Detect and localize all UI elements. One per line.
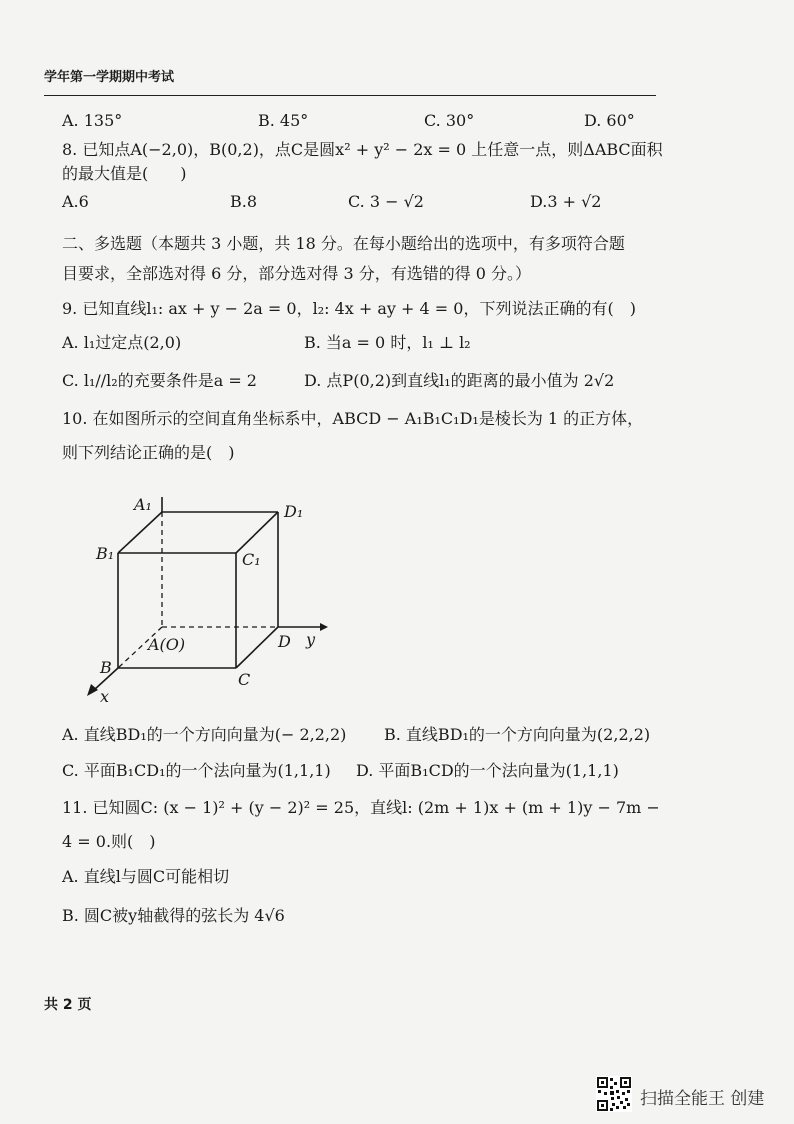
q9-stem: 9. 已知直线l₁: ax + y − 2a = 0，l₂: 4x + ay + 4 = 0，下列说法正确的有( ): [62, 299, 636, 318]
q8-option-c: C. 3 − √2: [348, 192, 424, 211]
label-c1: C₁: [242, 550, 261, 569]
q10-option-d: D. 平面B₁CD的一个法向量为(1,1,1): [356, 761, 619, 780]
section2-heading-line2: 目要求，全部选对得 6 分，部分选对得 3 分，有选错的得 0 分。）: [62, 264, 532, 283]
q7-option-d: D. 60°: [584, 111, 635, 130]
cube-figure: [70, 485, 350, 710]
q9-option-a: A. l₁过定点(2,0): [62, 333, 182, 352]
label-x: x: [100, 687, 110, 706]
label-b1: B₁: [96, 544, 115, 563]
q7-option-a: A. 135°: [62, 111, 123, 130]
label-d: D: [278, 632, 291, 651]
q11-stem-line2: 4 = 0.则( ): [62, 832, 156, 851]
label-d1: D₁: [284, 502, 304, 521]
q10-option-c: C. 平面B₁CD₁的一个法向量为(1,1,1): [62, 761, 331, 780]
q9-option-b: B. 当a = 0 时，l₁ ⊥ l₂: [304, 333, 471, 352]
q8-option-b: B.8: [230, 192, 258, 211]
edge-c-d: [236, 627, 278, 668]
x-axis-arrow: [87, 684, 98, 696]
header-divider: [44, 95, 656, 96]
q8-option-a: A.6: [62, 192, 89, 211]
q8-stem-line2: 的最大值是( ): [62, 164, 187, 183]
y-axis-arrow: [320, 623, 328, 631]
q11-option-a: A. 直线l与圆C可能相切: [62, 867, 230, 886]
q10-option-b: B. 直线BD₁的一个方向向量为(2,2,2): [384, 725, 651, 744]
q9-option-d: D. 点P(0,2)到直线l₁的距离的最小值为 2√2: [304, 371, 615, 390]
q9-option-c: C. l₁//l₂的充要条件是a = 2: [62, 371, 257, 390]
q11-stem-line1: 11. 已知圆C: (x − 1)² + (y − 2)² = 25，直线l: (2m + 1)x + (m + 1)y − 7m −: [62, 798, 660, 817]
q10-option-a: A. 直线BD₁的一个方向向量为(− 2,2,2): [62, 725, 347, 744]
q7-option-c: C. 30°: [424, 111, 475, 130]
edge-a1-b1: [118, 512, 162, 553]
section2-heading-line1: 二、多选题（本题共 3 小题，共 18 分。在每小题给出的选项中，有多项符合题: [62, 234, 625, 253]
label-a1: A₁: [134, 495, 152, 514]
q10-stem-line2: 则下列结论正确的是( ): [62, 443, 235, 462]
qr-code-icon: [596, 1076, 632, 1112]
label-c: C: [238, 670, 251, 689]
label-b: B: [100, 658, 112, 677]
exam-header: 学年第一学期期中考试: [44, 70, 175, 85]
q8-stem-line1: 8. 已知点A(−2,0)，B(0,2)，点C是圆x² + y² − 2x = 0 上任意一点，则ΔABC面积: [62, 140, 663, 159]
edge-d1-c1: [236, 512, 278, 553]
page-count: 共 2 页: [44, 997, 92, 1013]
q7-option-b: B. 45°: [258, 111, 309, 130]
q10-stem-line1: 10. 在如图所示的空间直角坐标系中，ABCD − A₁B₁C₁D₁是棱长为 1 的正方体，: [62, 409, 644, 428]
label-a-origin: A(O): [148, 635, 186, 654]
label-y: y: [306, 630, 316, 649]
scanner-watermark: 扫描全能王 创建: [640, 1089, 765, 1109]
q8-option-d: D.3 + √2: [530, 192, 602, 211]
q11-option-b: B. 圆C被y轴截得的弦长为 4√6: [62, 906, 285, 925]
